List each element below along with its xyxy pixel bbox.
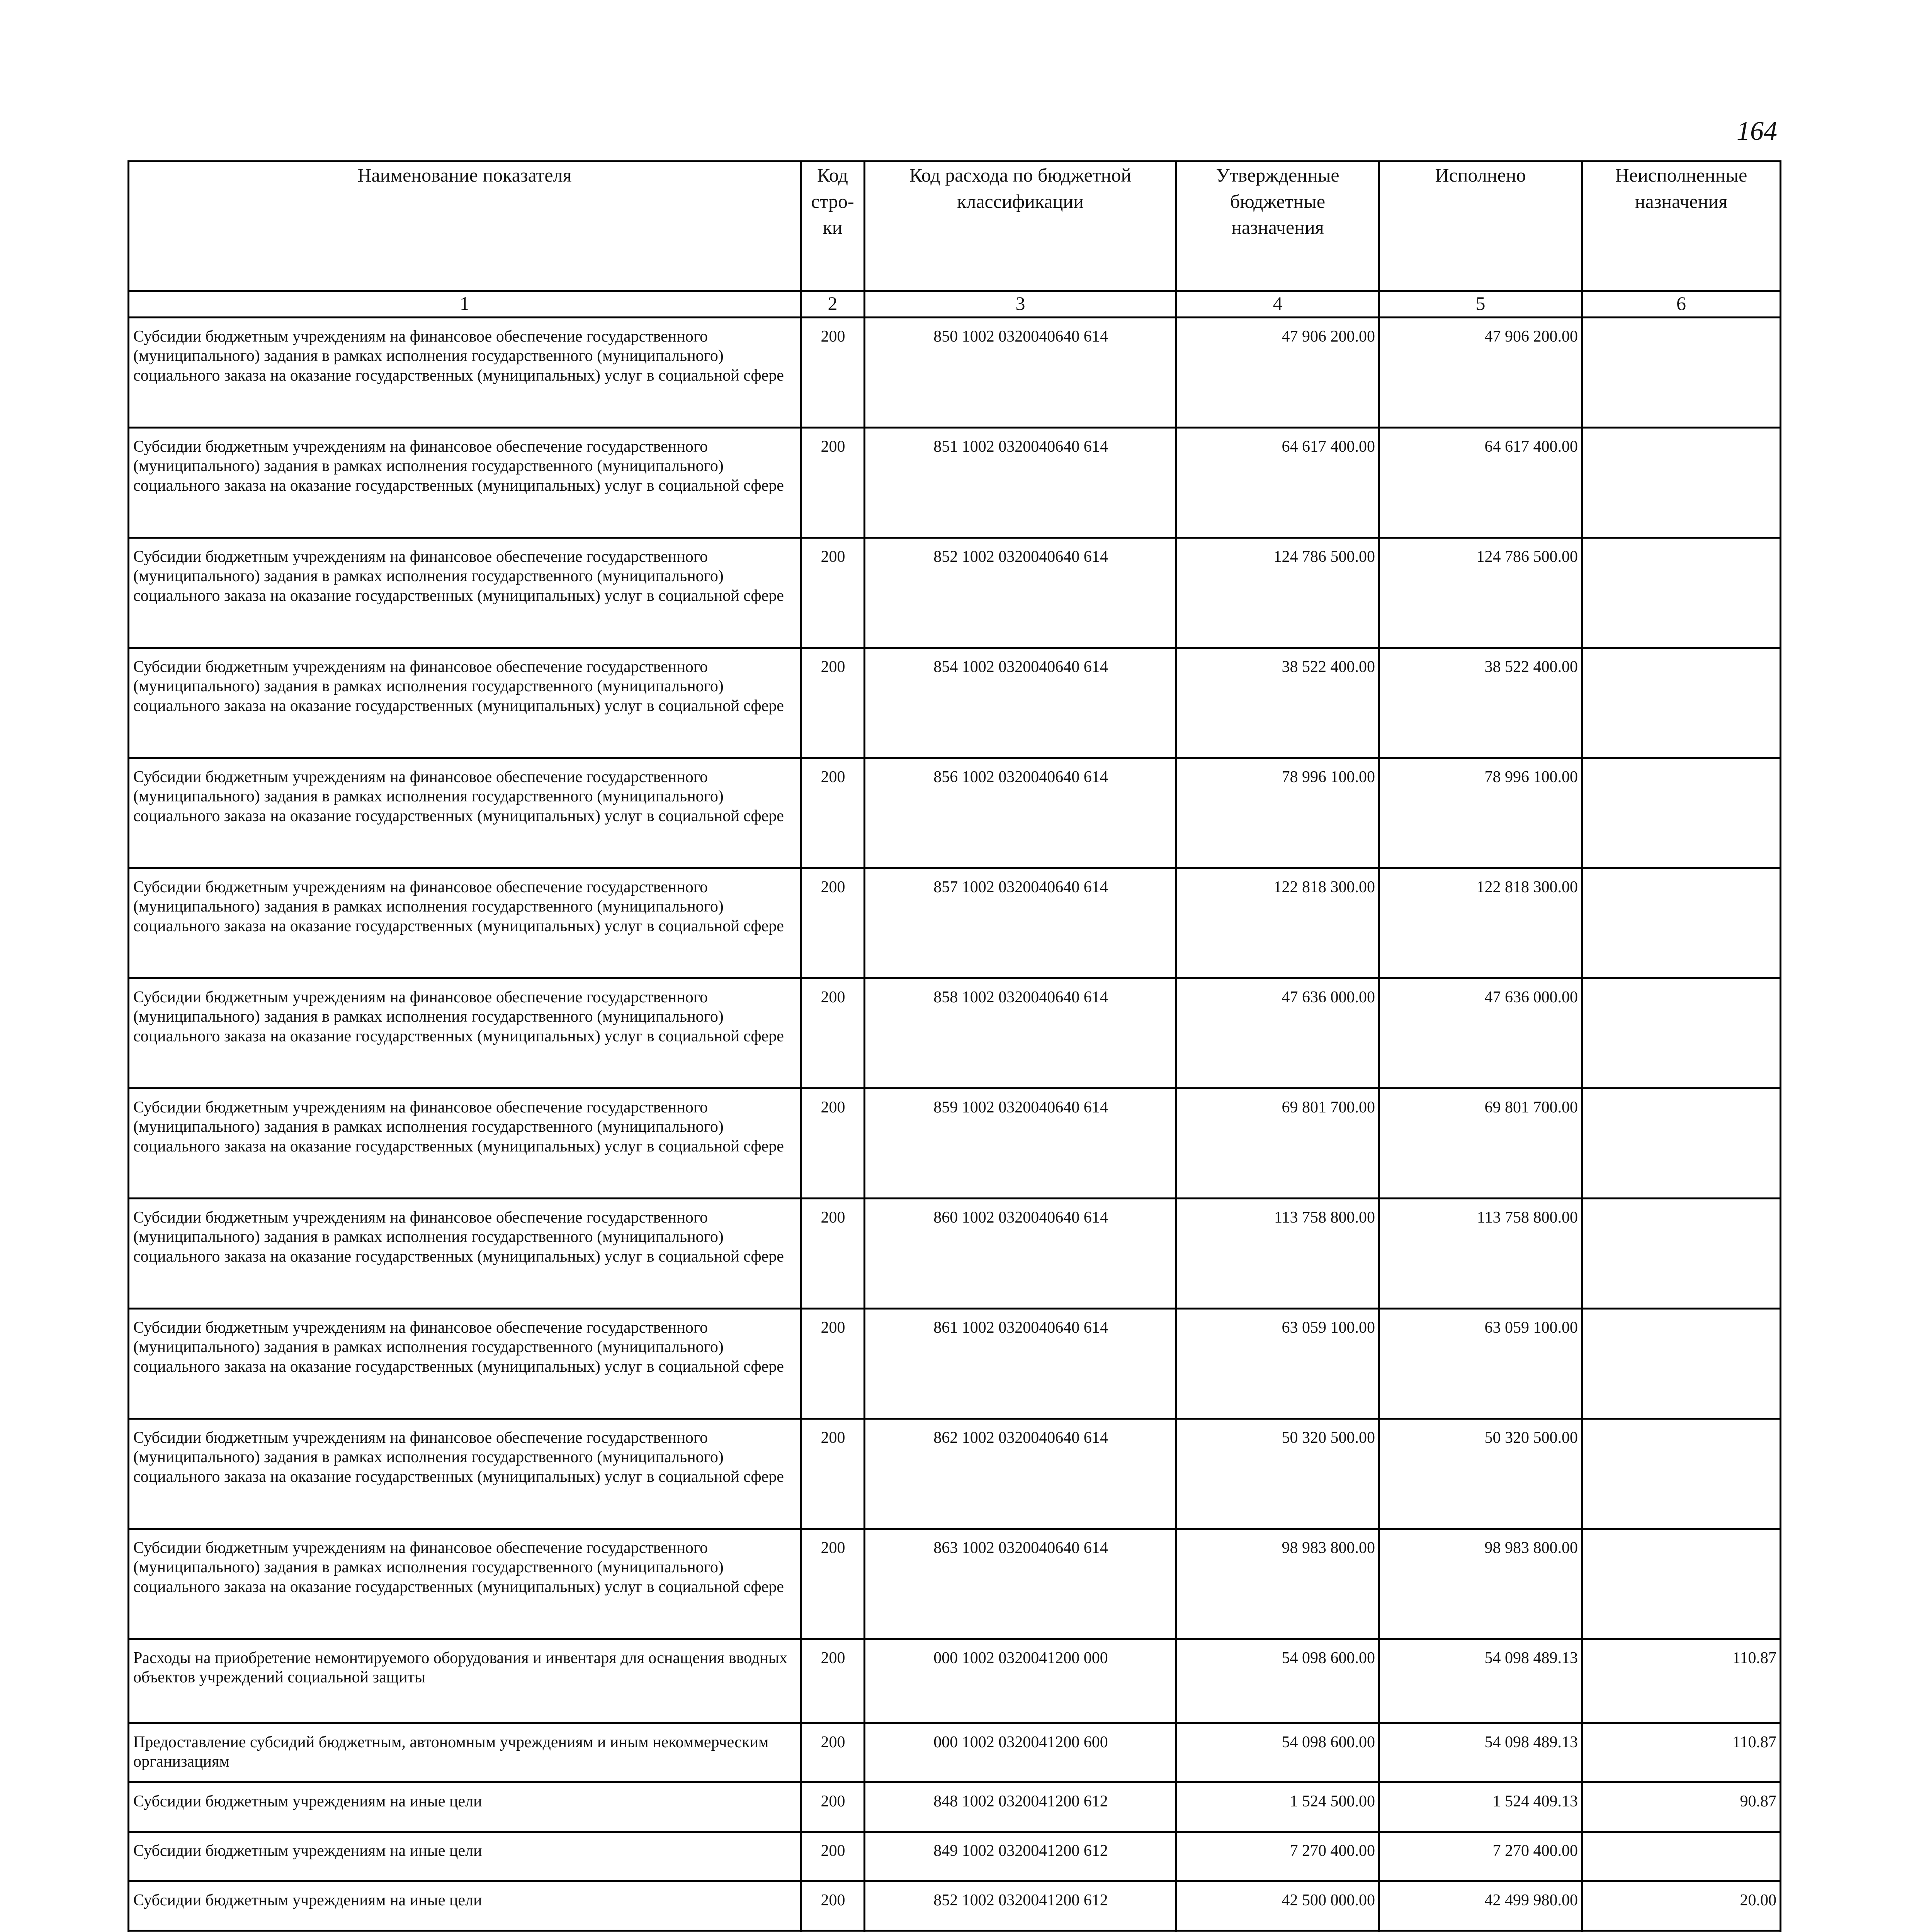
table-row: [129, 538, 1781, 648]
column-number-row: [129, 291, 1781, 318]
column-number: 2: [801, 291, 865, 318]
row-name: Субсидии бюджетным учреждениям на финансовое обеспечение государственного (муниципального) задания в рамках исполнения государственного (муниципального) социального заказа на оказание государственных (муниципальных) услуг в социальной сфере: [129, 868, 801, 978]
row-budget-code: 852 1002 0320041200 612: [865, 1881, 1176, 1931]
table-row: [129, 648, 1781, 758]
row-executed: 47 636 000.00: [1379, 978, 1582, 1088]
row-line-code: [801, 1931, 865, 1932]
row-approved: 54 098 600.00: [1176, 1639, 1379, 1723]
row-budget-code: 848 1002 0320041200 612: [865, 1782, 1176, 1832]
row-approved: 113 758 800.00: [1176, 1199, 1379, 1309]
row-executed: [1379, 1931, 1582, 1932]
row-executed: 122 818 300.00: [1379, 868, 1582, 978]
table-row: [129, 1419, 1781, 1529]
row-approved: 69 801 700.00: [1176, 1088, 1379, 1199]
row-name: Субсидии бюджетным учреждениям на финансовое обеспечение государственного (муниципального) задания в рамках исполнения государственного (муниципального) социального заказа на оказание государственных (муниципальных) услуг в социальной сфере: [129, 648, 801, 758]
row-line-code: 200: [801, 318, 865, 428]
row-approved: 64 617 400.00: [1176, 428, 1379, 538]
table-row: [129, 1832, 1781, 1881]
row-unexecuted: 90.87: [1582, 1782, 1781, 1832]
column-number: 3: [865, 291, 1176, 318]
row-executed: 42 499 980.00: [1379, 1881, 1582, 1931]
table-row: [129, 1529, 1781, 1639]
row-approved: [1176, 1931, 1379, 1932]
row-budget-code: 849 1002 0320041200 612: [865, 1832, 1176, 1881]
table-row: [129, 758, 1781, 868]
row-executed: 124 786 500.00: [1379, 538, 1582, 648]
row-budget-code: 859 1002 0320040640 614: [865, 1088, 1176, 1199]
row-budget-code: 000 1002 0320041200 600: [865, 1723, 1176, 1782]
column-number: 4: [1176, 291, 1379, 318]
column-number: 5: [1379, 291, 1582, 318]
row-approved: 122 818 300.00: [1176, 868, 1379, 978]
row-unexecuted: [1582, 648, 1781, 758]
row-executed: 47 906 200.00: [1379, 318, 1582, 428]
row-unexecuted: [1582, 1832, 1781, 1881]
table-row: [129, 1782, 1781, 1832]
row-approved: 7 270 400.00: [1176, 1832, 1379, 1881]
header-row: [129, 162, 1781, 291]
row-executed: 113 758 800.00: [1379, 1199, 1582, 1309]
row-budget-code: 861 1002 0320040640 614: [865, 1309, 1176, 1419]
row-name: Субсидии бюджетным учреждениям на финансовое обеспечение государственного (муниципального) задания в рамках исполнения государственного (муниципального) социального заказа на оказание государственных (муниципальных) услуг в социальной сфере: [129, 1309, 801, 1419]
row-unexecuted: [1582, 1309, 1781, 1419]
row-unexecuted: [1582, 868, 1781, 978]
page-number: 164: [1737, 116, 1777, 146]
row-approved: 78 996 100.00: [1176, 758, 1379, 868]
row-name: Расходы на приобретение немонтируемого оборудования и инвентаря для оснащения вводных объектов учреждений социальной защиты: [129, 1639, 801, 1723]
row-executed: 38 522 400.00: [1379, 648, 1582, 758]
row-executed: 54 098 489.13: [1379, 1639, 1582, 1723]
table-row: [129, 978, 1781, 1088]
row-budget-code: 858 1002 0320040640 614: [865, 978, 1176, 1088]
header-unexecuted: Неисполненные назначения: [1582, 162, 1781, 291]
table-row: [129, 1723, 1781, 1782]
row-unexecuted: [1582, 538, 1781, 648]
table-row: [129, 868, 1781, 978]
row-line-code: 200: [801, 1088, 865, 1199]
row-approved: 54 098 600.00: [1176, 1723, 1379, 1782]
row-name: Субсидии бюджетным учреждениям на финансовое обеспечение государственного (муниципального) задания в рамках исполнения государственного (муниципального) социального заказа на оказание государственных (муниципальных) услуг в социальной сфере: [129, 1529, 801, 1639]
row-approved: 124 786 500.00: [1176, 538, 1379, 648]
row-budget-code: 000 1002 0320041200 000: [865, 1639, 1176, 1723]
row-name: Субсидии бюджетным учреждениям на финансовое обеспечение государственного (муниципального) задания в рамках исполнения государственного (муниципального) социального заказа на оказание государственных (муниципальных) услуг в социальной сфере: [129, 978, 801, 1088]
row-budget-code: 851 1002 0320040640 614: [865, 428, 1176, 538]
row-approved: 50 320 500.00: [1176, 1419, 1379, 1529]
row-approved: 42 500 000.00: [1176, 1881, 1379, 1931]
row-line-code: 200: [801, 1881, 865, 1931]
row-budget-code: [865, 1931, 1176, 1932]
row-name: Субсидии бюджетным учреждениям на иные цели: [129, 1832, 801, 1881]
row-name: Субсидии бюджетным учреждениям на финансовое обеспечение государственного (муниципального) задания в рамках исполнения государственного (муниципального) социального заказа на оказание государственных (муниципальных) услуг в социальной сфере: [129, 1088, 801, 1199]
table-row: [129, 1881, 1781, 1931]
row-name: Субсидии бюджетным учреждениям на финансовое обеспечение государственного (муниципального) задания в рамках исполнения государственного (муниципального) социального заказа на оказание государственных (муниципальных) услуг в социальной сфере: [129, 758, 801, 868]
header-indicator-name: Наименование показателя: [129, 162, 801, 291]
row-budget-code: 857 1002 0320040640 614: [865, 868, 1176, 978]
row-name: Субсидии бюджетным учреждениям на финансовое обеспечение государственного (муниципального) задания в рамках исполнения государственного (муниципального) социального заказа на оказание государственных (муниципальных) услуг в социальной сфере: [129, 1199, 801, 1309]
header-budget-code: Код расхода по бюджетной классификации: [865, 162, 1176, 291]
row-line-code: 200: [801, 1199, 865, 1309]
row-unexecuted: 110.87: [1582, 1723, 1781, 1782]
row-name: Субсидии бюджетным учреждениям на финансовое обеспечение государственного (муниципального) задания в рамках исполнения государственного (муниципального) социального заказа на оказание государственных (муниципальных) услуг в социальной сфере: [129, 1419, 801, 1529]
row-name: Субсидии бюджетным учреждениям на финансовое обеспечение государственного (муниципального) задания в рамках исполнения государственного (муниципального) социального заказа на оказание государственных (муниципальных) услуг в социальной сфере: [129, 318, 801, 428]
row-line-code: 200: [801, 758, 865, 868]
row-approved: 1 524 500.00: [1176, 1782, 1379, 1832]
table-row: [129, 1639, 1781, 1723]
row-line-code: 200: [801, 1419, 865, 1529]
row-executed: 7 270 400.00: [1379, 1832, 1582, 1881]
row-budget-code: 856 1002 0320040640 614: [865, 758, 1176, 868]
row-line-code: 200: [801, 1832, 865, 1881]
row-approved: 47 636 000.00: [1176, 978, 1379, 1088]
row-line-code: 200: [801, 868, 865, 978]
row-line-code: 200: [801, 428, 865, 538]
row-line-code: 200: [801, 1782, 865, 1832]
table-row: [129, 318, 1781, 428]
table-row: [129, 1088, 1781, 1199]
header-approved: Утвержденные бюджетные назначения: [1176, 162, 1379, 291]
row-name: Субсидии бюджетным учреждениям на финансовое обеспечение государственного (муниципального) задания в рамках исполнения государственного (муниципального) социального заказа на оказание государственных (муниципальных) услуг в социальной сфере: [129, 428, 801, 538]
row-unexecuted: [1582, 1088, 1781, 1199]
row-budget-code: 860 1002 0320040640 614: [865, 1199, 1176, 1309]
row-approved: 47 906 200.00: [1176, 318, 1379, 428]
row-budget-code: 850 1002 0320040640 614: [865, 318, 1176, 428]
row-line-code: 200: [801, 1639, 865, 1723]
row-executed: 98 983 800.00: [1379, 1529, 1582, 1639]
row-line-code: 200: [801, 648, 865, 758]
header-line-code: Код стро-ки: [801, 162, 865, 291]
row-executed: 1 524 409.13: [1379, 1782, 1582, 1832]
row-name: Субсидии бюджетным учреждениям на финансовое обеспечение государственного (муниципального) задания в рамках исполнения государственного (муниципального) социального заказа на оказание государственных (муниципальных) услуг в социальной сфере: [129, 538, 801, 648]
row-unexecuted: [1582, 428, 1781, 538]
row-approved: 63 059 100.00: [1176, 1309, 1379, 1419]
row-unexecuted: [1582, 1419, 1781, 1529]
row-budget-code: 863 1002 0320040640 614: [865, 1529, 1176, 1639]
row-approved: 38 522 400.00: [1176, 648, 1379, 758]
row-unexecuted: [1582, 1931, 1781, 1932]
row-line-code: 200: [801, 1529, 865, 1639]
row-budget-code: 862 1002 0320040640 614: [865, 1419, 1176, 1529]
row-line-code: 200: [801, 978, 865, 1088]
row-executed: 54 098 489.13: [1379, 1723, 1582, 1782]
table-row: [129, 1931, 1781, 1932]
budget-execution-table: [127, 160, 1781, 1932]
row-name: [129, 1931, 801, 1932]
row-unexecuted: [1582, 318, 1781, 428]
row-unexecuted: [1582, 758, 1781, 868]
row-executed: 64 617 400.00: [1379, 428, 1582, 538]
table-row: [129, 1309, 1781, 1419]
row-approved: 98 983 800.00: [1176, 1529, 1379, 1639]
row-executed: 50 320 500.00: [1379, 1419, 1582, 1529]
row-name: Субсидии бюджетным учреждениям на иные цели: [129, 1782, 801, 1832]
row-executed: 69 801 700.00: [1379, 1088, 1582, 1199]
row-budget-code: 854 1002 0320040640 614: [865, 648, 1176, 758]
row-unexecuted: 20.00: [1582, 1881, 1781, 1931]
row-unexecuted: 110.87: [1582, 1639, 1781, 1723]
row-budget-code: 852 1002 0320040640 614: [865, 538, 1176, 648]
row-unexecuted: [1582, 1529, 1781, 1639]
row-name: Предоставление субсидий бюджетным, автономным учреждениям и иным некоммерческим организациям: [129, 1723, 801, 1782]
row-unexecuted: [1582, 1199, 1781, 1309]
row-executed: 63 059 100.00: [1379, 1309, 1582, 1419]
row-line-code: 200: [801, 1723, 865, 1782]
row-line-code: 200: [801, 538, 865, 648]
row-unexecuted: [1582, 978, 1781, 1088]
header-executed: Исполнено: [1379, 162, 1582, 291]
table-row: [129, 1199, 1781, 1309]
table-row: [129, 428, 1781, 538]
column-number: 6: [1582, 291, 1781, 318]
row-executed: 78 996 100.00: [1379, 758, 1582, 868]
column-number: 1: [129, 291, 801, 318]
row-name: Субсидии бюджетным учреждениям на иные цели: [129, 1881, 801, 1931]
row-line-code: 200: [801, 1309, 865, 1419]
